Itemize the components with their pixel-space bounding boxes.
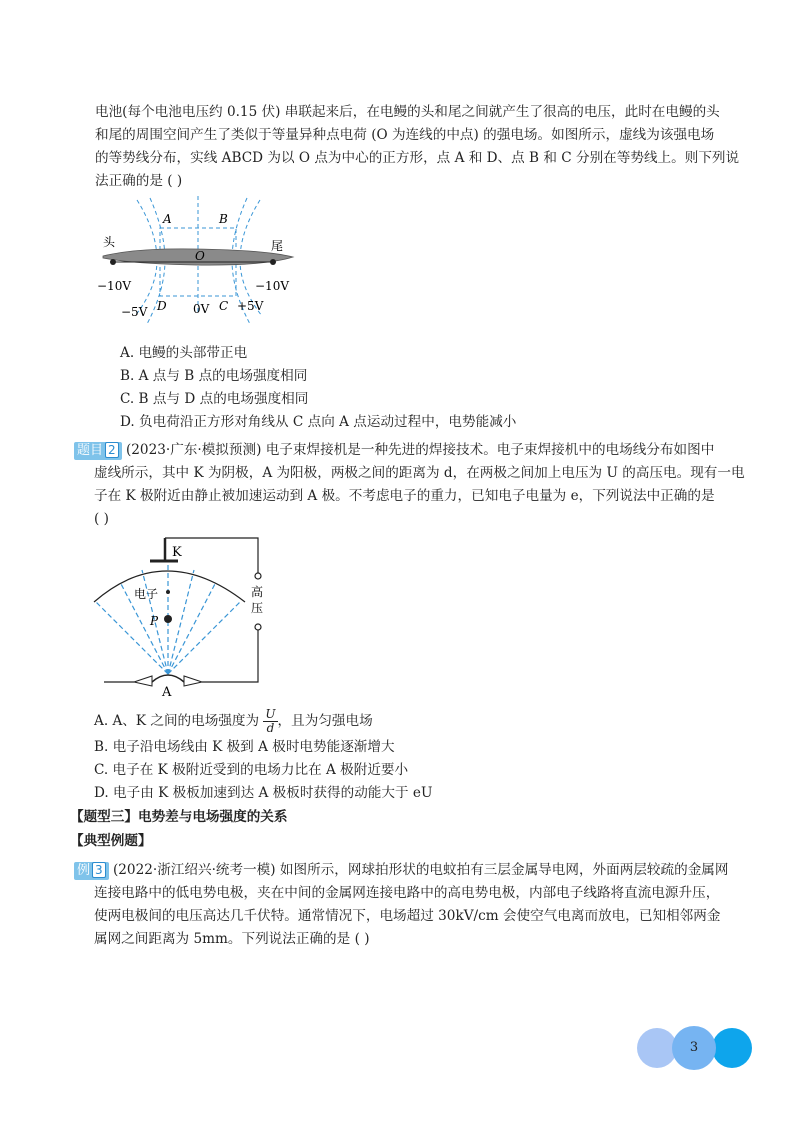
field-line-7 <box>168 602 240 674</box>
point-a-label: A <box>163 212 172 226</box>
q2-option-a-pre: A. A、K 之间的电场强度为 <box>94 713 264 729</box>
point-c-label: C <box>219 299 229 313</box>
welder-figure <box>90 530 280 700</box>
q3-line-4: 属网之间距离为 5mm。下列说法正确的是 ( ) <box>94 931 370 947</box>
a-electrode-right <box>184 676 202 686</box>
field-line-6 <box>168 582 216 674</box>
q1-option-d[interactable]: D. 负电荷沿正方形对角线从 C 点向 A 点运动过程中，电势能减小 <box>120 414 517 430</box>
terminal-top <box>255 573 261 579</box>
a-electrode-dish <box>152 675 184 682</box>
q3-number: 3 <box>92 862 106 878</box>
q1-line-4: 法正确的是 ( ) <box>95 173 183 189</box>
point-b-label: B <box>219 212 228 226</box>
q2-options <box>94 706 432 805</box>
q3-line-1-text: (2022·浙江绍兴·统考一模) 如图所示，网球拍形状的电蚊拍有三层金属导电网，外面两层较疏的金属网 <box>112 862 729 878</box>
q2-line-4: ( ) <box>94 511 109 527</box>
point-p <box>164 615 172 623</box>
q2-line-2: 虚线所示，其中 K 为阴极，A 为阳极，两极之间的距离为 d，在两极之间加上电压为 U 的高压电。现有一电 <box>94 465 745 481</box>
field-line-5 <box>168 570 194 674</box>
q2-line-3: 子在 K 极附近由静止被加速运动到 A 极。不考虑电子的重力，已知电子电量为 e，下列说法中正确的是 <box>94 488 715 504</box>
left-potential-label: −10V <box>97 279 131 293</box>
hv-label-1: 高 <box>251 585 264 599</box>
q3-line-2: 连接电路中的低电势电极，夹在中间的金属网连接电路中的高电势电极，内部电子线路将直流电源升压， <box>94 885 720 901</box>
page-badge-right <box>712 1028 752 1068</box>
electron-label: 电子 <box>134 587 159 601</box>
head-label: 头 <box>103 235 116 249</box>
page-number: 3 <box>672 1026 716 1070</box>
point-o-label: O <box>195 249 205 263</box>
q2-line-1 <box>74 439 745 462</box>
a-label: A <box>162 685 172 700</box>
q2-option-d[interactable]: D. 电子由 K 极板加速到达 A 极板时获得的动能大于 eU <box>94 785 433 801</box>
head-charge <box>110 259 116 265</box>
field-boundary-arc <box>94 571 245 602</box>
q2-option-a-post: ，且为匀强电场 <box>277 713 373 729</box>
q1-text <box>95 101 739 193</box>
q2-option-c[interactable]: C. 电子在 K 极附近受到的电场力比在 A 极附近要小 <box>94 762 409 778</box>
plus5v-label: +5V <box>237 299 264 313</box>
a-electrode-left <box>134 676 152 686</box>
q2-tag <box>74 442 122 460</box>
q2-option-b[interactable]: B. 电子沿电场线由 K 极到 A 极时电势能逐渐增大 <box>94 739 395 755</box>
q1-option-c[interactable]: C. B 点与 D 点的电场强度相同 <box>120 391 309 407</box>
q1-options <box>120 342 516 434</box>
q3-line-3: 使两电极间的电压高达几千伏特。通常情况下，电场超过 30kV/cm 会使空气电离而放电，已知相邻两金 <box>94 908 721 924</box>
q1-line-3: 的等势线分布，实线 ABCD 为以 O 点为中心的正方形，点 A 和 D、点 B 和 C 分别在等势线上。则下列说 <box>95 150 740 166</box>
q3-tag-label: 例 <box>77 863 91 878</box>
p-label: P <box>150 614 159 628</box>
section-type3-heading: 【题型三】电势差与电场强度的关系 <box>70 809 288 825</box>
q2-tag-label: 题目 <box>77 443 104 458</box>
hv-label-2: 压 <box>251 601 264 615</box>
q1-option-a[interactable]: A. 电鳗的头部带正电 <box>120 345 248 361</box>
q3-tag <box>74 862 109 880</box>
k-label: K <box>172 545 182 560</box>
q2-line-1-text: (2023·广东·模拟预测) 电子束焊接机是一种先进的焊接技术。电子束焊接机中的电场线分布如图中 <box>125 442 715 458</box>
q3-line-1 <box>74 859 729 882</box>
point-d-label: D <box>157 299 167 313</box>
section-example-heading: 【典型例题】 <box>70 833 152 849</box>
right-potential-label: −10V <box>255 279 289 293</box>
page-badge-left <box>637 1028 677 1068</box>
q2-text <box>74 439 745 531</box>
q3-text <box>74 859 729 951</box>
fraction-denominator: d <box>266 721 275 735</box>
q2-option-a[interactable] <box>94 706 432 736</box>
wire-bottom <box>202 630 258 682</box>
terminal-bottom <box>255 624 261 630</box>
electron-dot <box>166 590 170 594</box>
eel-figure <box>95 192 305 332</box>
zero-v-label: 0V <box>193 302 210 316</box>
field-line-1 <box>96 602 168 674</box>
minus5v-label: −5V <box>121 305 148 319</box>
q1-option-b[interactable]: B. A 点与 B 点的电场强度相同 <box>120 368 308 384</box>
q1-line-1: 电池(每个电池电压约 0.15 伏) 串联起来后，在电鳗的头和尾之间就产生了很高的电压，此时在电鳗的头 <box>95 104 720 120</box>
tail-charge <box>270 259 276 265</box>
u-over-d-fraction <box>263 708 277 735</box>
fraction-numerator: U <box>265 707 276 721</box>
q2-number: 2 <box>105 442 119 458</box>
tail-label: 尾 <box>271 239 284 253</box>
q1-line-2: 和尾的周围空间产生了类似于等量异种点电荷 (O 为连线的中点) 的强电场。如图所示，虚线为该强电场 <box>95 127 715 143</box>
